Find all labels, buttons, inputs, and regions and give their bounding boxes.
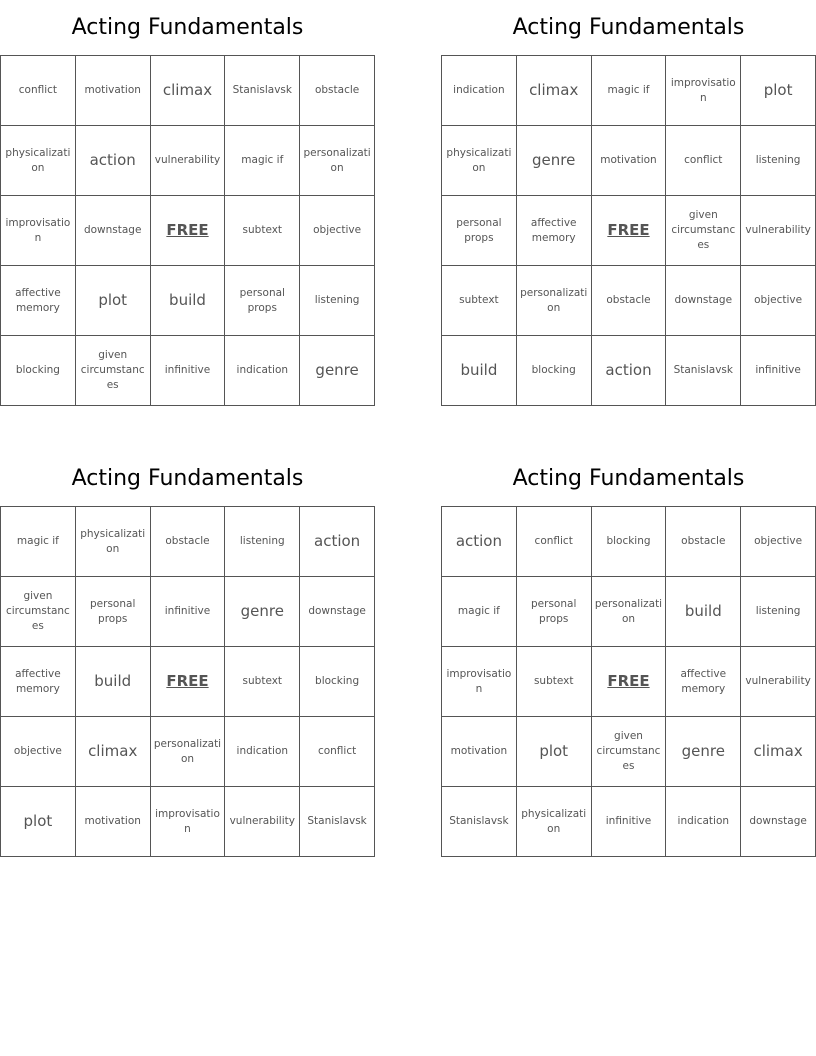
bingo-cell: motivation	[76, 787, 151, 857]
bingo-cell: climax	[151, 56, 226, 126]
bingo-cell: infinitive	[592, 787, 667, 857]
bingo-cell: motivation	[592, 126, 667, 196]
bingo-cell: blocking	[1, 336, 76, 406]
bingo-cell: obstacle	[592, 266, 667, 336]
bingo-cell: subtext	[225, 647, 300, 717]
bingo-cell: conflict	[300, 717, 375, 787]
bingo-cell: conflict	[1, 56, 76, 126]
bingo-cell: objective	[300, 196, 375, 266]
bingo-cell: genre	[666, 717, 741, 787]
free-space-cell: FREE	[151, 647, 226, 717]
bingo-cell: objective	[741, 507, 816, 577]
bingo-cell: build	[76, 647, 151, 717]
bingo-cell: genre	[300, 336, 375, 406]
bingo-cell: personalization	[300, 126, 375, 196]
free-space-cell: FREE	[592, 196, 667, 266]
bingo-cell: physicalization	[517, 787, 592, 857]
card-title: Acting Fundamentals	[512, 15, 745, 40]
bingo-cell: obstacle	[151, 507, 226, 577]
bingo-cell: magic if	[442, 577, 517, 647]
bingo-cell: magic if	[1, 507, 76, 577]
free-space-cell: FREE	[592, 647, 667, 717]
bingo-cell: subtext	[225, 196, 300, 266]
bingo-cell: given circumstances	[666, 196, 741, 266]
bingo-cell: personal props	[517, 577, 592, 647]
bingo-cell: genre	[517, 126, 592, 196]
bingo-cell: motivation	[442, 717, 517, 787]
bingo-cell: downstage	[76, 196, 151, 266]
bingo-cell: improvisation	[666, 56, 741, 126]
bingo-cell: affective memory	[1, 266, 76, 336]
bingo-cell: infinitive	[151, 336, 226, 406]
bingo-cell: climax	[76, 717, 151, 787]
bingo-cell: downstage	[666, 266, 741, 336]
bingo-cell: affective memory	[1, 647, 76, 717]
bingo-cell: improvisation	[151, 787, 226, 857]
bingo-cell: vulnerability	[741, 196, 816, 266]
bingo-cell: Stanislavsk	[666, 336, 741, 406]
bingo-cell: build	[442, 336, 517, 406]
bingo-cell: action	[592, 336, 667, 406]
bingo-cell: listening	[225, 507, 300, 577]
bingo-cell: obstacle	[300, 56, 375, 126]
bingo-cell: physicalization	[442, 126, 517, 196]
bingo-cell: improvisation	[442, 647, 517, 717]
bingo-cell: improvisation	[1, 196, 76, 266]
bingo-cell: magic if	[225, 126, 300, 196]
bingo-cell: conflict	[517, 507, 592, 577]
bingo-grid	[441, 506, 816, 857]
card-title: Acting Fundamentals	[71, 466, 304, 491]
bingo-cell: blocking	[592, 507, 667, 577]
bingo-cell: blocking	[300, 647, 375, 717]
bingo-cell: conflict	[666, 126, 741, 196]
bingo-card	[0, 0, 375, 406]
bingo-cell: indication	[442, 56, 517, 126]
bingo-cell: objective	[1, 717, 76, 787]
bingo-cell: build	[666, 577, 741, 647]
bingo-grid	[441, 55, 816, 406]
bingo-cell: vulnerability	[225, 787, 300, 857]
bingo-cell: Stanislavsk	[300, 787, 375, 857]
bingo-cell: Stanislavsk	[225, 56, 300, 126]
bingo-cell: personalization	[592, 577, 667, 647]
bingo-cell: plot	[741, 56, 816, 126]
bingo-cell: motivation	[76, 56, 151, 126]
bingo-cell: listening	[741, 126, 816, 196]
bingo-cell: vulnerability	[151, 126, 226, 196]
bingo-cell: affective memory	[666, 647, 741, 717]
bingo-grid	[0, 55, 375, 406]
bingo-cell: plot	[76, 266, 151, 336]
bingo-cell: action	[76, 126, 151, 196]
bingo-cell: personalization	[517, 266, 592, 336]
bingo-cell: downstage	[741, 787, 816, 857]
bingo-cell: climax	[741, 717, 816, 787]
bingo-cell: subtext	[517, 647, 592, 717]
bingo-cell: action	[300, 507, 375, 577]
bingo-cell: vulnerability	[741, 647, 816, 717]
bingo-cell: infinitive	[151, 577, 226, 647]
bingo-cell: action	[442, 507, 517, 577]
bingo-cell: subtext	[442, 266, 517, 336]
bingo-cell: Stanislavsk	[442, 787, 517, 857]
bingo-cell: magic if	[592, 56, 667, 126]
card-title: Acting Fundamentals	[512, 466, 745, 491]
bingo-cell: physicalization	[76, 507, 151, 577]
bingo-cell: personal props	[225, 266, 300, 336]
bingo-cell: listening	[300, 266, 375, 336]
bingo-cell: given circumstances	[76, 336, 151, 406]
bingo-cell: personal props	[76, 577, 151, 647]
bingo-cell: personalization	[151, 717, 226, 787]
bingo-cell: plot	[1, 787, 76, 857]
bingo-cell: build	[151, 266, 226, 336]
bingo-cell: blocking	[517, 336, 592, 406]
bingo-cell: downstage	[300, 577, 375, 647]
bingo-cell: plot	[517, 717, 592, 787]
bingo-card	[441, 0, 816, 406]
bingo-cell: physicalization	[1, 126, 76, 196]
bingo-cell: indication	[666, 787, 741, 857]
bingo-cell: genre	[225, 577, 300, 647]
bingo-card	[0, 451, 375, 857]
card-title: Acting Fundamentals	[71, 15, 304, 40]
bingo-card	[441, 451, 816, 857]
bingo-cell: given circumstances	[592, 717, 667, 787]
free-space-cell: FREE	[151, 196, 226, 266]
bingo-cell: objective	[741, 266, 816, 336]
bingo-cell: indication	[225, 336, 300, 406]
bingo-cell: personal props	[442, 196, 517, 266]
bingo-cell: given circumstances	[1, 577, 76, 647]
bingo-grid	[0, 506, 375, 857]
bingo-cell: infinitive	[741, 336, 816, 406]
bingo-cell: indication	[225, 717, 300, 787]
bingo-cell: listening	[741, 577, 816, 647]
bingo-cell: climax	[517, 56, 592, 126]
bingo-cell: obstacle	[666, 507, 741, 577]
bingo-cell: affective memory	[517, 196, 592, 266]
